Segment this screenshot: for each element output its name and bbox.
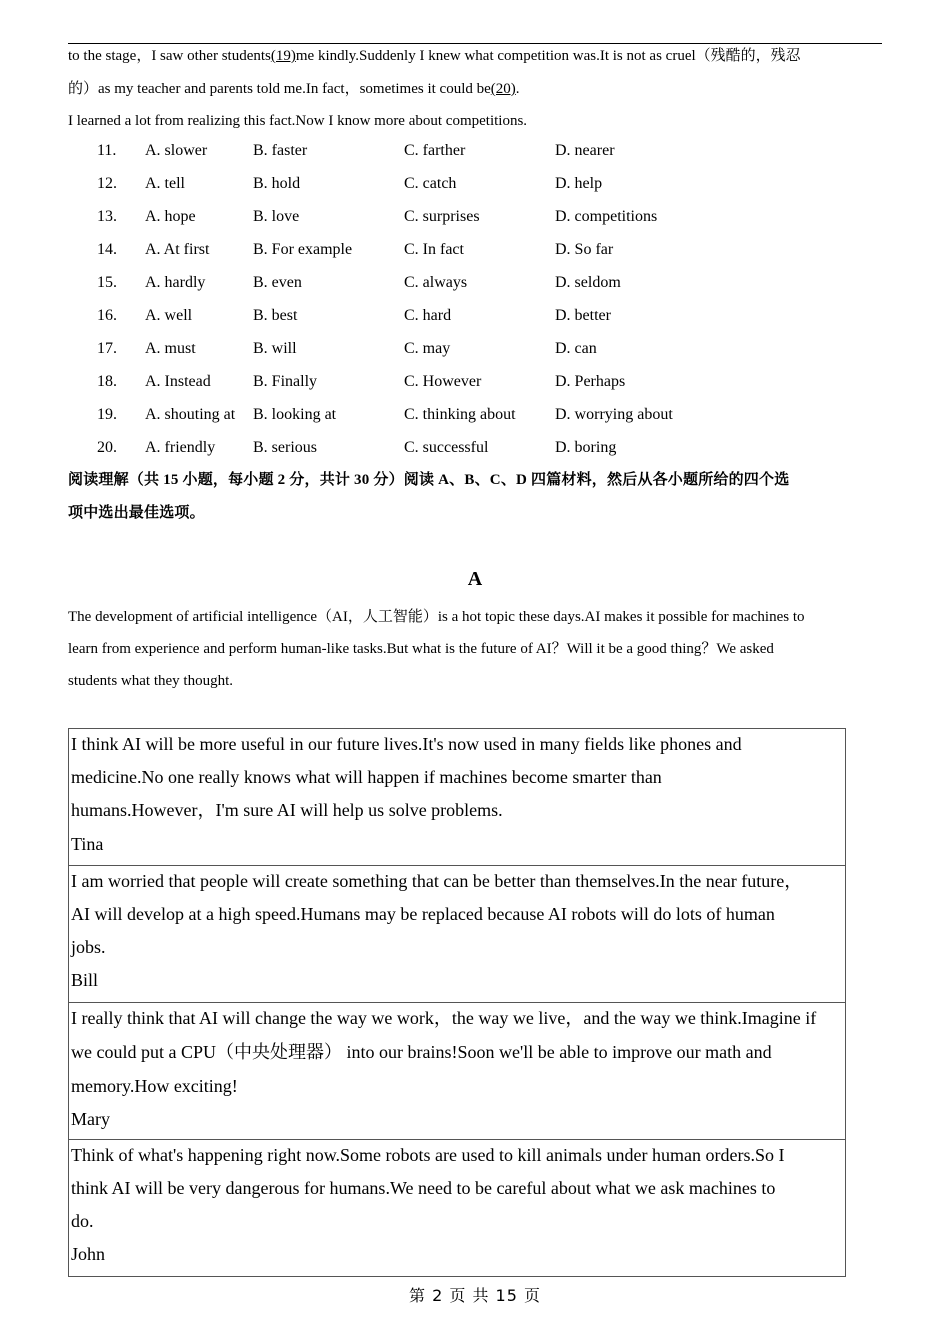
option-d: D. seldom: [555, 274, 621, 291]
option-c: C. hard: [404, 307, 452, 324]
option-d: D. nearer: [555, 142, 615, 159]
option-a: A. tell: [145, 175, 185, 192]
question-row: [0, 403, 950, 427]
intro-line-2: learn from experience and perform human-like tasks.But what is the future of AI？Will it be a good thing？We asked: [68, 641, 774, 657]
option-c: C. catch: [404, 175, 457, 192]
opinion-text: we could put a CPU（中央处理器） into our brains!Soon we'll be able to improve our math and: [71, 1042, 772, 1062]
question-row: [0, 337, 950, 361]
option-d: D. help: [555, 175, 603, 192]
option-c: C. farther: [404, 142, 466, 159]
option-d: D. boring: [555, 439, 617, 456]
question-row: [0, 271, 950, 295]
section-heading: A: [467, 568, 483, 590]
opinion-cell: [69, 865, 845, 1002]
option-a: A. friendly: [145, 439, 216, 456]
option-d: D. worrying about: [555, 406, 673, 423]
option-b: B. Finally: [253, 373, 318, 390]
question-row: [0, 304, 950, 328]
opinion-author: John: [71, 1244, 106, 1264]
page-footer: 第 2 页 共 15 页: [409, 1286, 541, 1305]
opinion-author: Tina: [71, 834, 104, 854]
question-row: [0, 172, 950, 196]
passage-line-3: I learned a lot from realizing this fact.Now I know more about competitions.: [68, 113, 528, 129]
option-d: D. can: [555, 340, 597, 357]
opinion-text: jobs.: [71, 937, 106, 957]
question-row: [0, 370, 950, 394]
opinion-author: Mary: [71, 1109, 110, 1129]
question-number: 18.: [97, 373, 117, 390]
opinion-text: memory.How exciting!: [71, 1076, 238, 1096]
question-number: 17.: [97, 340, 117, 357]
opinion-text: do.: [71, 1211, 94, 1231]
option-c: C. However: [404, 373, 482, 390]
option-b: B. best: [253, 307, 298, 324]
passage-line-1: to the stage，I saw other students(19)me kindly.Suddenly I knew what competition was.It is not as cruel（残酷的，残忍: [68, 48, 801, 64]
section-instruction-cont: 项中选出最佳选项。: [68, 505, 205, 521]
opinion-text: I really think that AI will change the way we work，the way we live，and the way we think.Imagine if: [71, 1008, 817, 1028]
option-d: D. So far: [555, 241, 614, 258]
passage-line-2: 的）as my teacher and parents told me.In fact，sometimes it could be(20).: [68, 81, 520, 97]
option-d: D. better: [555, 307, 611, 324]
option-b: B. faster: [253, 142, 308, 159]
intro-line-3: students what they thought.: [68, 673, 233, 689]
option-b: B. hold: [253, 175, 301, 192]
option-a: A. shouting at: [145, 406, 236, 423]
option-c: C. may: [404, 340, 451, 357]
option-a: A. hope: [145, 208, 196, 225]
opinion-text: think AI will be very dangerous for humans.We need to be careful about what we ask machines to: [71, 1178, 776, 1198]
opinion-author: Bill: [71, 970, 99, 990]
option-b: B. even: [253, 274, 302, 291]
question-number: 20.: [97, 439, 117, 456]
top-rule: [68, 43, 882, 44]
question-row: [0, 436, 950, 460]
option-b: B. looking at: [253, 406, 337, 423]
option-c: C. In fact: [404, 241, 464, 258]
option-c: C. surprises: [404, 208, 480, 225]
option-a: A. hardly: [145, 274, 206, 291]
opinion-cell: [69, 729, 845, 865]
opinion-text: humans.However，I'm sure AI will help us solve problems.: [71, 800, 503, 820]
opinion-cell: [69, 1002, 845, 1139]
option-b: B. For example: [253, 241, 353, 258]
option-b: B. serious: [253, 439, 317, 456]
question-number: 12.: [97, 175, 117, 192]
option-d: D. Perhaps: [555, 373, 626, 390]
option-a: A. Instead: [145, 373, 211, 390]
opinion-text: AI will develop at a high speed.Humans may be replaced because AI robots will do lots of human: [71, 904, 775, 924]
option-a: A. well: [145, 307, 193, 324]
option-b: B. love: [253, 208, 300, 225]
question-number: 11.: [97, 142, 117, 159]
opinion-text: I think AI will be more useful in our future lives.It's now used in many fields like phones and: [71, 734, 742, 754]
opinions-table: [68, 728, 846, 1277]
blank-19: (19): [270, 48, 296, 64]
question-row: [0, 139, 950, 163]
opinion-text: medicine.No one really knows what will happen if machines become smarter than: [71, 767, 662, 787]
option-a: A. slower: [145, 142, 208, 159]
option-d: D. competitions: [555, 208, 658, 225]
option-c: C. successful: [404, 439, 489, 456]
question-row: [0, 238, 950, 262]
question-number: 14.: [97, 241, 117, 258]
intro-line-1: The development of artificial intelligence（AI，人工智能）is a hot topic these days.AI makes it possible for machines to: [68, 609, 805, 625]
option-c: C. thinking about: [404, 406, 516, 423]
question-number: 19.: [97, 406, 117, 423]
opinion-text: I am worried that people will create something that can be better than themselves.In the near future，: [71, 871, 803, 891]
question-number: 16.: [97, 307, 117, 324]
option-c: C. always: [404, 274, 468, 291]
opinion-cell: [69, 1139, 845, 1276]
option-a: A. must: [145, 340, 196, 357]
question-number: 15.: [97, 274, 117, 291]
option-b: B. will: [253, 340, 297, 357]
option-a: A. At first: [145, 241, 210, 258]
section-instruction: 阅读理解（共 15 小题，每小题 2 分，共计 30 分）阅读 A、B、C、D 四篇材料，然后从各小题所给的四个选: [68, 472, 790, 488]
opinion-text: Think of what's happening right now.Some robots are used to kill animals under human orders.So I: [71, 1145, 785, 1165]
blank-20: (20): [490, 81, 516, 97]
question-row: [0, 205, 950, 229]
question-number: 13.: [97, 208, 117, 225]
